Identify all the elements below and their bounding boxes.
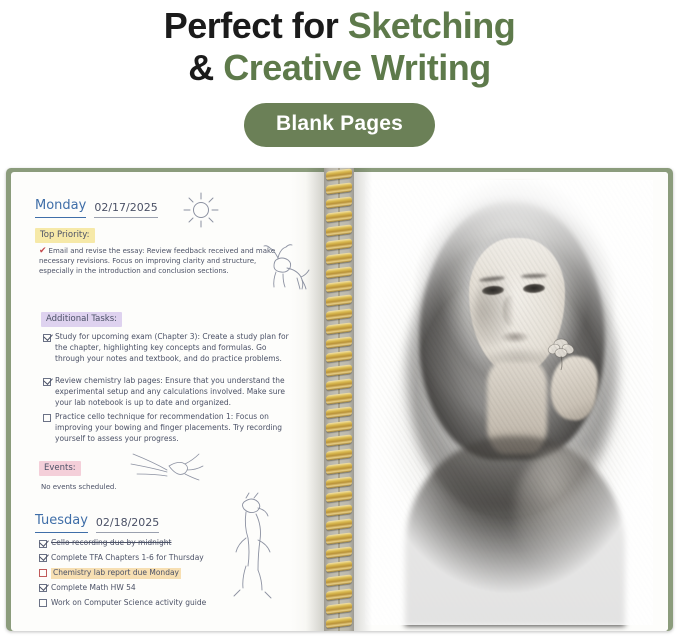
checkbox-icon[interactable] (39, 554, 47, 562)
spiral-coil (326, 238, 352, 250)
tuesday-task-text: Chemistry lab report due Monday (53, 567, 179, 577)
blank-pages-badge: Blank Pages (244, 103, 435, 147)
spiral-coil (326, 616, 352, 628)
headline-accent-2: Creative Writing (223, 47, 491, 89)
entry-monday-date: 02/17/2025 (94, 200, 157, 218)
tuesday-task-text: Cello recording due by midnight (51, 538, 172, 547)
spiral-coil (326, 308, 352, 320)
tuesday-task-item (39, 583, 289, 594)
headline-plain-2: & (188, 47, 224, 89)
spiral-coil (326, 490, 352, 502)
spiral-coil (326, 252, 352, 264)
spiral-coil (326, 182, 352, 194)
entry-tuesday-header (35, 512, 159, 533)
spiral-coil (326, 168, 352, 180)
headline-accent-1: Sketching (347, 5, 516, 46)
spiral-coil (326, 504, 352, 516)
checkbox-icon[interactable] (39, 540, 47, 548)
checkbox-icon[interactable] (43, 414, 51, 422)
headline-line-1 (0, 6, 679, 46)
checkbox-icon[interactable] (39, 599, 47, 607)
checkbox-icon[interactable] (39, 584, 47, 592)
tuesday-task-item (39, 598, 289, 609)
spiral-coil (326, 518, 352, 530)
notebook-left-page (11, 172, 329, 631)
spiral-coil (326, 420, 352, 432)
badge-row (0, 103, 679, 147)
sun-doodle (181, 190, 221, 233)
spiral-coil (326, 294, 352, 306)
checkbox-icon[interactable] (39, 569, 47, 577)
tuesday-task-list (39, 538, 289, 612)
flower-detail (541, 330, 581, 370)
notebook-product-image (6, 168, 673, 631)
additional-task-text: Study for upcoming exam (Chapter 3): Create a study plan for the chapter, highlighting key concepts and formulas. Go through your notes and textbook, and do practice problems. (55, 332, 289, 363)
spiral-coil (326, 350, 352, 362)
tuesday-task-item (39, 538, 289, 549)
events-label: Events: (39, 461, 81, 476)
promo-header (0, 0, 679, 147)
headline-plain-1: Perfect for (163, 5, 348, 46)
spiral-coil (326, 588, 352, 600)
additional-task-text: Review chemistry lab pages: Ensure that you understand the experimental setup and any calculations involved. Make sure your lab notebook is up to date and organized. (55, 376, 286, 407)
tuesday-task-item (39, 568, 289, 579)
spiral-coil (326, 560, 352, 572)
additional-task-text: Practice cello technique for recommendation 1: Focus on improving your bowing and finger placements. Try recording yourself to assess your progress. (55, 412, 283, 443)
notebook-right-page (351, 172, 668, 631)
tuesday-task-text: Work on Computer Science activity guide (51, 597, 207, 607)
deer-doodle (256, 240, 316, 295)
section-heading-events (39, 461, 81, 476)
checkbox-icon[interactable] (43, 378, 51, 386)
spiral-coil (326, 378, 352, 390)
spiral-coil (326, 574, 352, 586)
red-check-icon: ✔ (39, 246, 47, 256)
spiral-coil (326, 280, 352, 292)
additional-task-item (43, 412, 291, 445)
section-heading-top-priority (35, 228, 95, 243)
entry-monday-day: Monday (35, 197, 86, 218)
spiral-coil (326, 546, 352, 558)
entry-tuesday-day: Tuesday (35, 512, 88, 533)
tuesday-task-text: Complete Math HW 54 (51, 582, 136, 592)
pencil-portrait-artwork (351, 172, 668, 631)
additional-tasks-label: Additional Tasks: (41, 312, 122, 327)
additional-task-item (43, 376, 291, 409)
spiral-coil (326, 532, 352, 544)
additional-task-item (43, 332, 291, 365)
comet-doodle (129, 450, 209, 487)
spiral-coil (326, 196, 352, 208)
spiral-coil (326, 602, 352, 614)
spiral-coil (326, 448, 352, 460)
top-priority-label: Top Priority: (35, 228, 95, 243)
spiral-coil (326, 406, 352, 418)
spiral-coil (326, 210, 352, 222)
tuesday-task-item (39, 553, 289, 564)
spiral-coil (326, 434, 352, 446)
entry-monday-header (35, 197, 158, 218)
spiral-coil (326, 322, 352, 334)
top-priority-text: Email and revise the essay: Review feedback received and make necessary revisions. Focus on improving clarity and structure, especially in the introduction and conclusion sections. (39, 247, 276, 276)
events-text: No events scheduled. (41, 483, 117, 491)
top-priority-item (39, 246, 291, 276)
spiral-coil (326, 266, 352, 278)
spiral-coil (326, 224, 352, 236)
spiral-coil (326, 392, 352, 404)
spiral-binding (324, 168, 354, 631)
tuesday-task-text: Complete TFA Chapters 1-6 for Thursday (51, 552, 204, 562)
entry-tuesday-date: 02/18/2025 (96, 515, 159, 533)
spiral-coil (326, 336, 352, 348)
headline-line-2 (0, 48, 679, 88)
checkbox-icon[interactable] (43, 334, 51, 342)
spiral-coil (326, 364, 352, 376)
spiral-coil (326, 462, 352, 474)
spiral-coil (326, 476, 352, 488)
section-heading-additional-tasks (41, 312, 122, 327)
